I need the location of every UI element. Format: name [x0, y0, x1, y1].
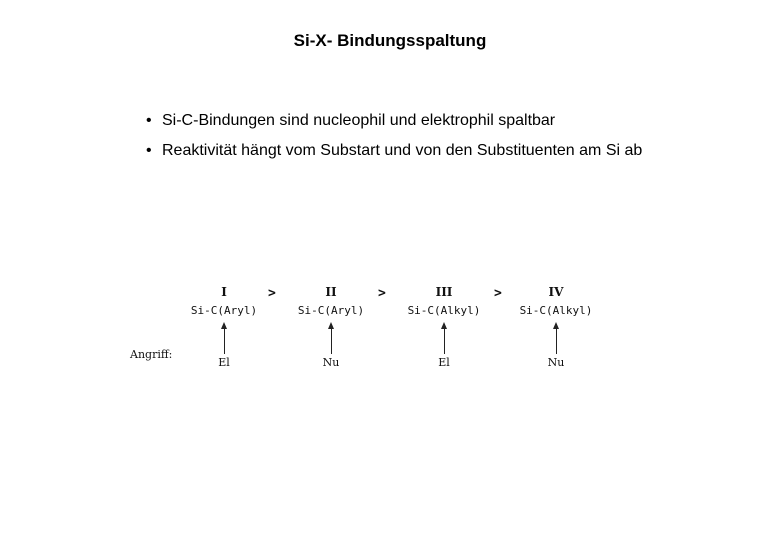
reactivity-column-3: [404, 282, 484, 370]
roman-numeral: III: [435, 285, 453, 299]
bullet-item: [146, 111, 666, 130]
reactivity-column-4: [516, 282, 596, 370]
attack-type: Nu: [322, 356, 340, 369]
roman-numeral: IV: [548, 285, 564, 299]
greater-than-sign: >: [268, 286, 276, 301]
up-arrow-icon: [516, 320, 596, 356]
up-arrow-icon: [291, 320, 371, 356]
attack-type: El: [218, 356, 230, 369]
bond-label: Si-C(Aryl): [297, 304, 365, 317]
attack-type: El: [438, 356, 450, 369]
bond-label: Si-C(Aryl): [190, 304, 258, 317]
attack-type: Nu: [547, 356, 565, 369]
bullet-dot: •: [146, 142, 152, 159]
roman-numeral: II: [325, 285, 337, 299]
page-title: Si-X- Bindungsspaltung: [293, 31, 487, 50]
reactivity-figure: [126, 282, 616, 372]
greater-than-sign: >: [494, 286, 502, 301]
bullet-item: [146, 141, 666, 160]
bullet-dot: •: [146, 112, 152, 129]
reactivity-column-2: [291, 282, 371, 370]
bullet-text: Si-C-Bindungen sind nucleophil und elektrophil spaltbar: [162, 112, 556, 129]
attack-label: Angriff:: [130, 348, 173, 361]
up-arrow-icon: [184, 320, 264, 356]
up-arrow-icon: [404, 320, 484, 356]
bullet-list: [146, 111, 666, 171]
bond-label: Si-C(Alkyl): [519, 304, 593, 317]
reactivity-column-1: [184, 282, 264, 370]
greater-than-sign: >: [378, 286, 386, 301]
bond-label: Si-C(Alkyl): [407, 304, 481, 317]
roman-numeral: I: [221, 285, 227, 299]
bullet-text: Reaktivität hängt vom Substart und von den Substituenten am Si ab: [162, 142, 643, 159]
